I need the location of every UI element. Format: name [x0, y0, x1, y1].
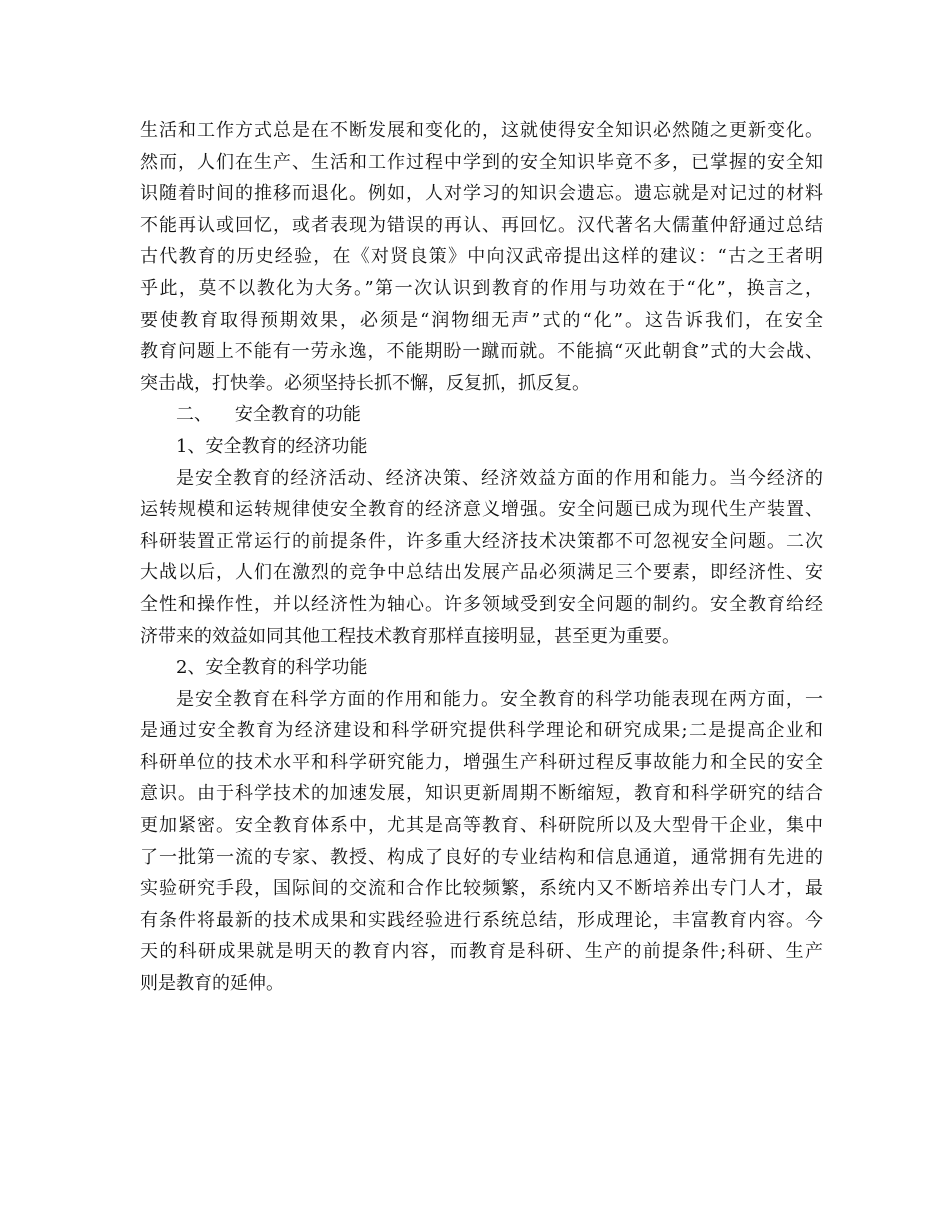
text-line: 意识。由于科学技术的加速发展，知识更新周期不断缩短，教育和科学研究的结合 [140, 783, 823, 805]
text-line: 生活和工作方式总是在不断发展和变化的，这就使得安全知识必然随之更新变化。 [140, 120, 823, 141]
subsection-heading-economic: 1、安全教育的经济功能 [176, 435, 368, 457]
text-line: 是通过安全教育为经济建设和科学研究提供科学理论和研究成果;二是提高企业和 [140, 720, 823, 742]
text-line: 运转规模和运转规律使安全教育的经济意义增强。安全问题已成为现代生产装置、 [140, 499, 823, 521]
paragraph-economic-function [140, 463, 823, 653]
section-heading: 二、 安全教育的功能 [176, 404, 361, 426]
text-line: 是安全教育的经济活动、经济决策、经济效益方面的作用和能力。当今经济的 [176, 467, 823, 489]
text-line: 科研单位的技术水平和科学研究能力，增强生产科研过程反事故能力和全民的安全 [140, 751, 823, 773]
text-line: 是安全教育在科学方面的作用和能力。安全教育的科学功能表现在两方面，一 [176, 688, 823, 710]
text-line: 古代教育的历史经验，在《对贤良策》中向汉武帝提出这样的建议：“古之王者明 [140, 246, 823, 268]
document-body [140, 115, 823, 1000]
text-line: 然而，人们在生产、生活和工作过程中学到的安全知识毕竟不多，已掌握的安全知 [140, 151, 823, 173]
text-line: 突击战，打快拳。必须坚持长抓不懈，反复抓，抓反复。 [140, 372, 590, 394]
text-line: 全性和操作性，并以经济性为轴心。许多领域受到安全问题的制约。安全教育给经 [140, 593, 823, 615]
text-line: 实验研究手段，国际间的交流和合作比较频繁，系统内又不断培养出专门人才，最 [140, 878, 823, 900]
text-line: 教育问题上不能有一劳永逸，不能期盼一蹴而就。不能搞“灭此朝食”式的大会战、 [140, 341, 823, 363]
text-line: 了一批第一流的专家、教授、构成了良好的专业结构和信息通道，通常拥有先进的 [140, 846, 823, 868]
paragraph-scientific-function [140, 684, 823, 1000]
text-line: 有条件将最新的技术成果和实践经验进行系统总结，形成理论，丰富教育内容。今 [140, 909, 823, 931]
text-line: 乎此，莫不以教化为大务。”第一次认识到教育的作用与功效在于“化”，换言之， [140, 277, 823, 299]
text-line: 要使教育取得预期效果，必须是“润物细无声”式的“化”。这告诉我们，在安全 [140, 309, 823, 331]
subsection-heading-scientific: 2、安全教育的科学功能 [176, 657, 368, 679]
text-line: 济带来的效益如同其他工程技术教育那样直接明显，甚至更为重要。 [140, 625, 680, 647]
paragraph-intro [140, 115, 823, 399]
text-line: 更加紧密。安全教育体系中，尤其是高等教育、科研院所以及大型骨干企业，集中 [140, 815, 823, 837]
text-line: 则是教育的延伸。 [140, 973, 284, 995]
text-line: 科研装置正常运行的前提条件，许多重大经济技术决策都不可忽视安全问题。二次 [140, 530, 823, 552]
text-line: 不能再认或回忆，或者表现为错误的再认、再回忆。汉代著名大儒董仲舒通过总结 [140, 214, 823, 236]
text-line: 天的科研成果就是明天的教育内容，而教育是科研、生产的前提条件;科研、生产 [140, 941, 823, 963]
text-line: 大战以后，人们在激烈的竞争中总结出发展产品必须满足三个要素，即经济性、安 [140, 562, 823, 584]
text-line: 识随着时间的推移而退化。例如，人对学习的知识会遗忘。遗忘就是对记过的材料 [140, 183, 823, 205]
